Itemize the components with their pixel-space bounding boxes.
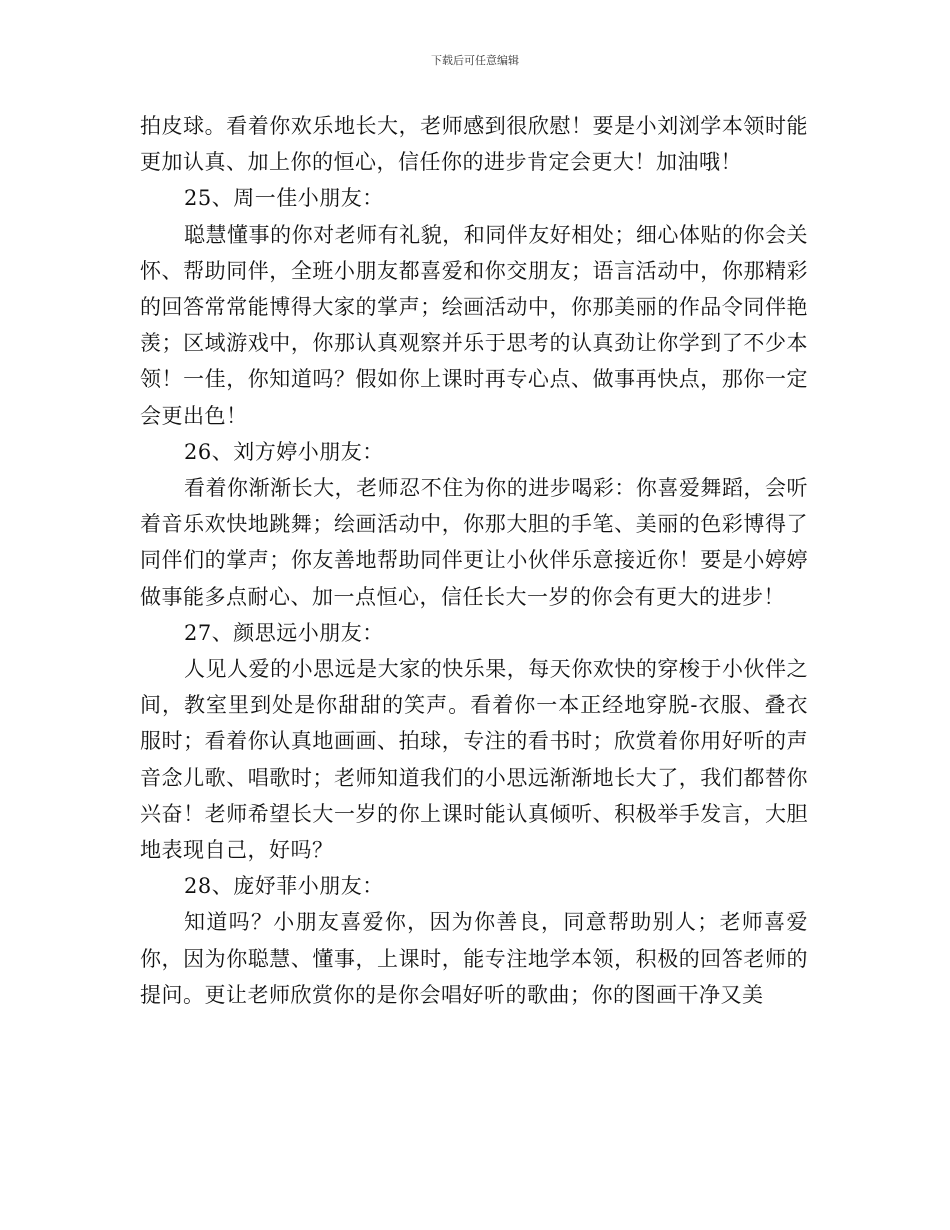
entry-body-27: 人见人爱的小思远是大家的快乐果，每天你欢快的穿梭于小伙伴之间，教室里到处是你甜甜的笑声。看着你一本正经地穿脱-衣服、叠衣服时；看着你认真地画画、拍球，专注的看书时；欣赏着你用好听的声音念儿歌、唱歌时；老师知道我们的小思远渐渐地长大了，我们都替你兴奋！老师希望长大一岁的你上课时能认真倾听、积极举手发言，大胆地表现自己，好吗？ [140, 657, 808, 863]
entry-heading-25: 25、周一佳小朋友： [184, 186, 384, 211]
entry-heading-27: 27、颜思远小朋友： [184, 620, 384, 645]
entry-body-26: 看着你渐渐长大，老师忍不住为你的进步喝彩：你喜爱舞蹈，会听着音乐欢快地跳舞；绘画活动中，你那大胆的手笔、美丽的色彩博得了同伴们的掌声；你友善地帮助同伴更让小伙伴乐意接近你！要是小婷婷做事能多点耐心、加一点恒心，信任长大一岁的你会有更大的进步！ [140, 476, 808, 609]
entry-heading-28: 28、庞妤菲小朋友： [184, 874, 384, 899]
entry-body-25: 聪慧懂事的你对老师有礼貌，和同伴友好相处；细心体贴的你会关怀、帮助同伴，全班小朋友都喜爱和你交朋友；语言活动中，你那精彩的回答常常能博得大家的掌声；绘画活动中，你那美丽的作品令同伴艳羡；区域游戏中，你那认真观察并乐于思考的认真劲让你学到了不少本领！一佳，你知道吗？假如你上课时再专心点、做事再快点，那你一定会更出色！ [140, 222, 808, 428]
entry-body-28: 知道吗？小朋友喜爱你，因为你善良，同意帮助别人；老师喜爱你，因为你聪慧、懂事，上课时，能专注地学本领，积极的回答老师的提问。更让老师欣赏你的是你会唱好听的歌曲；你的图画干净又美 [140, 910, 808, 1007]
paragraph-continuation: 拍皮球。看着你欢乐地长大，老师感到很欣慰！要是小刘浏学本领时能更加认真、加上你的恒心，信任你的进步肯定会更大！加油哦！ [140, 114, 808, 175]
entry-heading-26: 26、刘方婷小朋友： [184, 439, 384, 464]
document-body [140, 108, 808, 1013]
page-header: 下载后可任意编辑 [431, 54, 519, 67]
